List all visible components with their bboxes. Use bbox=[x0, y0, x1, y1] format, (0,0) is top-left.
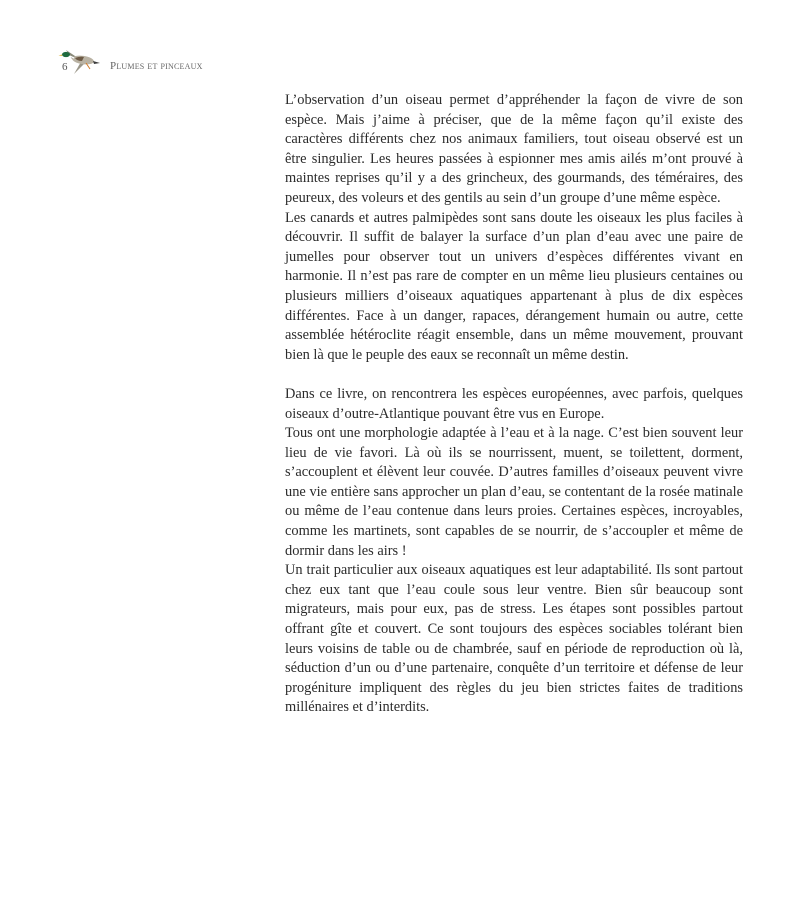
paragraph: Un trait particulier aux oiseaux aquatiques est leur adaptabilité. Ils sont partout chez eux tant que l’eau coule sous leur ventre. Bien sûr beaucoup sont migrateurs, mais pour eux, pas de stress. Les étapes sont possibles partout offrant gîte et couvert. Ce sont toujours des espèces sociables tolérant bien leurs voisins de table ou de chambrée, sauf en période de reproduction où là, séduction d’un ou d’une partenaire, conquête d’un territoire et défense de leur progéniture impliquent des règles du jeu bien strictes faites de traditions millénaires et d’interdits. bbox=[285, 562, 743, 716]
paragraph: L’observation d’un oiseau permet d’appréhender la façon de vivre de son espèce. Mais j’aime à préciser, que de la même façon qu’il existe des caractères différents chez nos animaux familiers, tout oiseau observé est un être singulier. Les heures passées à espionner mes amis ailés m’ont prouvé à maintes reprises qu’il y a des grincheux, des gourmands, des téméraires, des peureux, des voleurs et des gentils au sein d’un groupe d’une même espèce. bbox=[285, 92, 743, 206]
page-number: 6 bbox=[62, 61, 68, 73]
main-text bbox=[285, 91, 743, 718]
page-header bbox=[62, 44, 262, 84]
paragraph: Les canards et autres palmipèdes sont sans doute les oiseaux les plus faciles à découvrir. Il suffit de balayer la surface d’un plan d’eau avec une paire de jumelles pour observer tout un univers d’espèces différentes vivant en harmonie. Il n’est pas rare de compter en un même lieu plusieurs centaines ou plusieurs milliers d’oiseaux aquatiques appartenant à plus de dix espèces différentes. Face à un danger, rapaces, dérangement humain ou autre, cette assemblée hétéroclite réagit ensemble, dans un même mouvement, prouvant bien là que le peuple des eaux se reconnaît un même destin. bbox=[285, 209, 743, 363]
paragraph: Dans ce livre, on rencontrera les espèces européennes, avec parfois, quelques oiseaux d’outre-Atlantique pouvant être vus en Europe. bbox=[285, 385, 743, 422]
mallard-duck-icon bbox=[58, 44, 108, 80]
running-title: Plumes et pinceaux bbox=[110, 60, 203, 72]
paragraph: Tous ont une morphologie adaptée à l’eau et à la nage. C’est bien souvent leur lieu de vie favori. Là où ils se nourrissent, muent, se toilettent, dorment, s’accouplent et élèvent leur couvée. D’autres familles d’oiseaux peuvent vivre une vie entière sans approcher un plan d’eau, se contentant de la rosée matinale ou même de l’eau contenue dans leurs proies. Certaines espèces, incroyables, comme les martinets, sont capables de se nourrir, de s’accoupler et même de dormir dans les airs ! bbox=[285, 425, 743, 559]
